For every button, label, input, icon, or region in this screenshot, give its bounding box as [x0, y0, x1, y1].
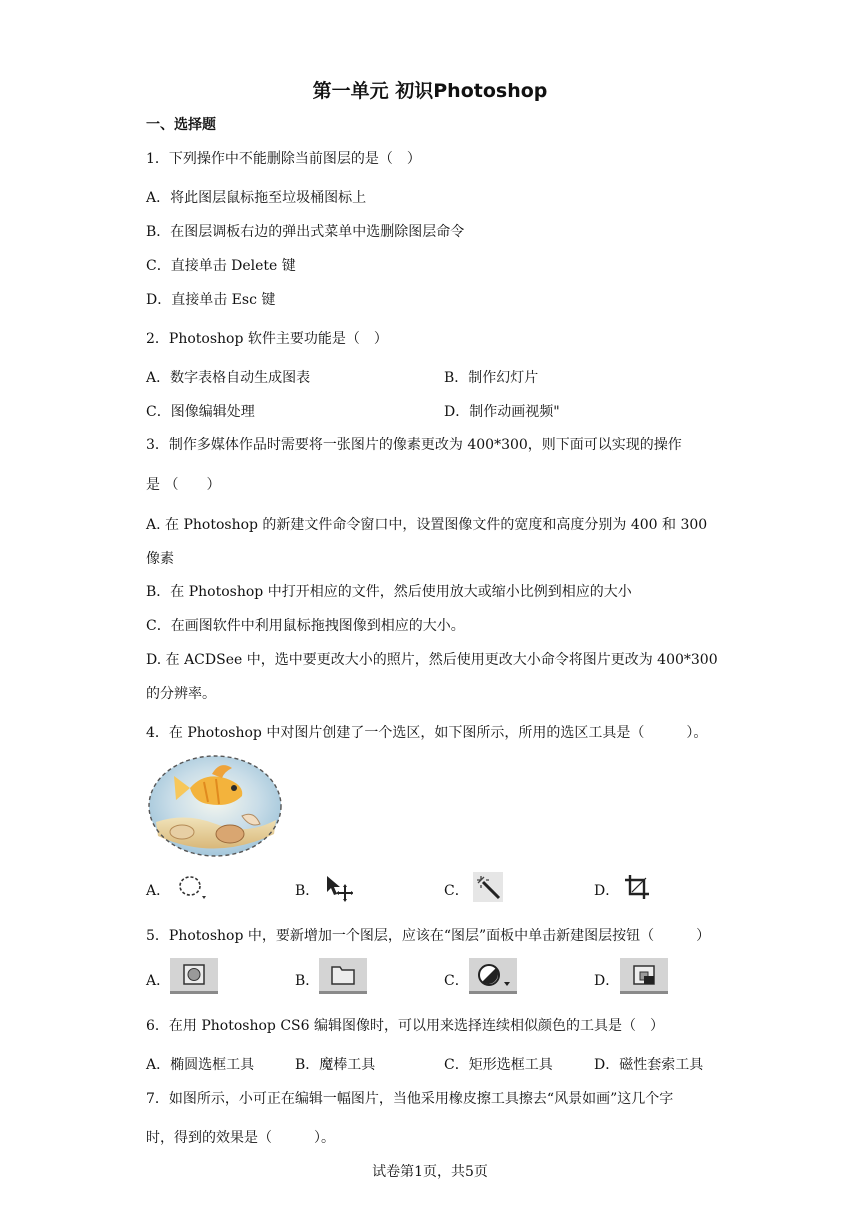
q1-option-c: C．直接单击 Delete 键	[146, 258, 296, 274]
q3-stem-line1: 3．制作多媒体作品时需要将一张图片的像素更改为 400*300，则下面可以实现的操作	[146, 437, 682, 453]
q2-option-b: B．制作幻灯片	[444, 370, 539, 386]
layer-mask-button-icon	[170, 958, 218, 994]
q3-option-d-line1: D. 在 ACDSee 中，选中要更改大小的照片，然后使用更改大小命令将图片更改为 400*300	[146, 652, 718, 668]
q4-option-a-label: A．	[146, 883, 171, 899]
new-layer-icon	[620, 958, 668, 994]
q5-option-d-label: D．	[594, 973, 620, 989]
crop-tool-icon	[622, 872, 652, 902]
elliptical-marquee-icon	[176, 872, 206, 902]
page-title: 第一单元 初识Photoshop	[312, 80, 548, 102]
q1-stem: 1．下列操作中不能删除当前图层的是（ ）	[146, 151, 421, 167]
q5-option-c-label: C．	[444, 973, 469, 989]
q7-stem-line1: 7．如图所示，小可正在编辑一幅图片，当他采用橡皮擦工具擦去“风景如画”这几个字	[146, 1091, 674, 1107]
q7-stem-line2: 时，得到的效果是（ ）。	[146, 1130, 335, 1146]
q5-option-a-label: A．	[146, 973, 171, 989]
adjustment-layer-icon	[469, 958, 517, 994]
q1-option-d: D．直接单击 Esc 键	[146, 292, 276, 308]
q3-option-c: C．在画图软件中利用鼠标拖拽图像到相应的大小。	[146, 618, 465, 634]
move-tool-icon	[323, 872, 353, 902]
q6-option-c: C．矩形选框工具	[444, 1057, 553, 1073]
q3-stem-line2: 是 （ ）	[146, 477, 221, 493]
q6-option-d: D．磁性套索工具	[594, 1057, 704, 1073]
q3-option-a-line1: A. 在 Photoshop 的新建文件命令窗口中，设置图像文件的宽度和高度分别为 400 和 300	[146, 517, 708, 533]
section-heading: 一、选择题	[146, 117, 216, 133]
q4-stem: 4．在 Photoshop 中对图片创建了一个选区，如下图所示，所用的选区工具是（ ）。	[146, 725, 708, 741]
q4-option-b-label: B．	[295, 883, 320, 899]
q2-option-c: C．图像编辑处理	[146, 404, 255, 420]
q6-option-b: B．魔棒工具	[295, 1057, 376, 1073]
magic-wand-icon	[473, 872, 503, 902]
q3-option-a-line2: 像素	[146, 551, 174, 567]
q3-option-d-line2: 的分辨率。	[146, 686, 216, 702]
q4-option-d-label: D．	[594, 883, 620, 899]
q1-option-b: B．在图层调板右边的弹出式菜单中选删除图层命令	[146, 224, 465, 240]
page-footer: 试卷第1页，共5页	[372, 1164, 488, 1180]
q2-option-a: A．数字表格自动生成图表	[146, 370, 311, 386]
q5-option-b-label: B．	[295, 973, 320, 989]
q6-option-a: A．椭圆选框工具	[146, 1057, 255, 1073]
q2-stem: 2．Photoshop 软件主要功能是（ ）	[146, 331, 388, 347]
q6-stem: 6．在用 Photoshop CS6 编辑图像时，可以用来选择连续相似颜色的工具是（ ）	[146, 1018, 664, 1034]
fish-selection-image	[146, 752, 284, 860]
q3-option-b: B．在 Photoshop 中打开相应的文件，然后使用放大或缩小比例到相应的大小	[146, 584, 632, 600]
q5-stem: 5．Photoshop 中，要新增加一个图层，应该在“图层”面板中单击新建图层按钮（ ）	[146, 928, 711, 944]
q1-option-a: A．将此图层鼠标拖至垃圾桶图标上	[146, 190, 367, 206]
q4-option-c-label: C．	[444, 883, 469, 899]
q2-option-d: D．制作动画视频"	[444, 404, 560, 420]
layer-group-folder-icon	[319, 958, 367, 994]
